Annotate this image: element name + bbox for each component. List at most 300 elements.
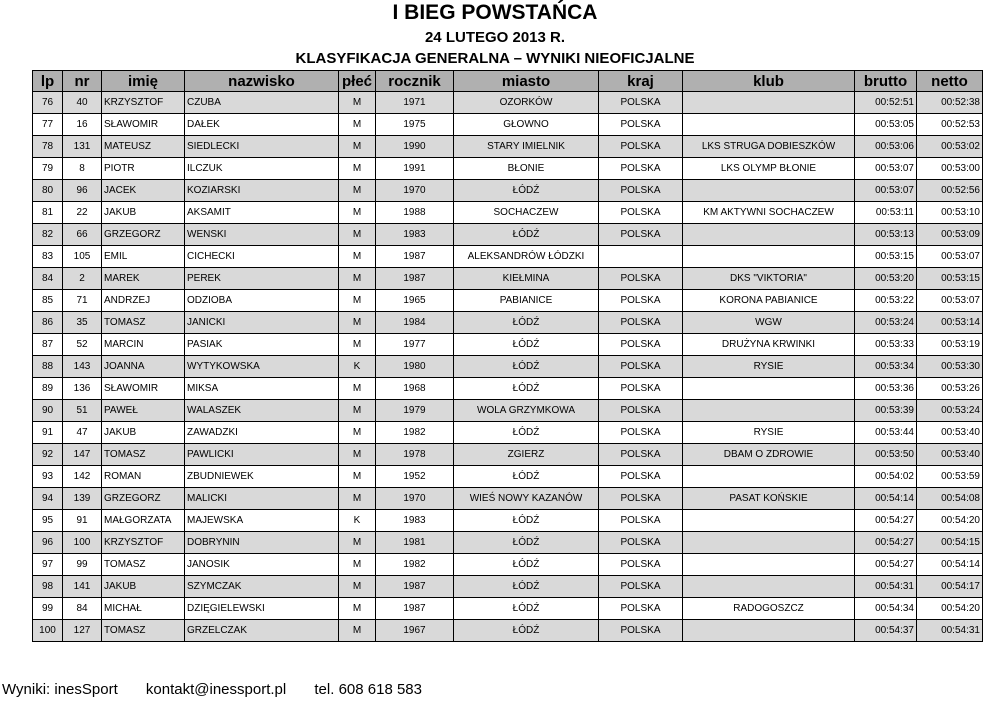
cell-country: POLSKA: [599, 312, 683, 334]
cell-nr: 99: [63, 554, 102, 576]
cell-country: POLSKA: [599, 378, 683, 400]
cell-year: 1990: [376, 136, 454, 158]
cell-sex: M: [339, 158, 376, 180]
cell-first-name: GRZEGORZ: [102, 488, 185, 510]
cell-sex: M: [339, 114, 376, 136]
cell-nr: 143: [63, 356, 102, 378]
cell-nr: 96: [63, 180, 102, 202]
cell-first-name: JOANNA: [102, 356, 185, 378]
cell-sex: K: [339, 356, 376, 378]
cell-year: 1980: [376, 356, 454, 378]
cell-city: SOCHACZEW: [454, 202, 599, 224]
cell-city: WIEŚ NOWY KAZANÓW: [454, 488, 599, 510]
cell-gross: 00:54:02: [855, 466, 917, 488]
cell-city: STARY IMIELNIK: [454, 136, 599, 158]
cell-last-name: PEREK: [185, 268, 339, 290]
cell-nr: 40: [63, 92, 102, 114]
cell-sex: M: [339, 312, 376, 334]
cell-last-name: ODZIOBA: [185, 290, 339, 312]
cell-club: LKS STRUGA DOBIESZKÓW: [683, 136, 855, 158]
cell-sex: M: [339, 290, 376, 312]
cell-city: ŁÓDŹ: [454, 576, 599, 598]
cell-last-name: SZYMCZAK: [185, 576, 339, 598]
cell-nr: 91: [63, 510, 102, 532]
cell-gross: 00:53:07: [855, 180, 917, 202]
cell-net: 00:53:15: [917, 268, 983, 290]
cell-gross: 00:54:27: [855, 510, 917, 532]
cell-club: [683, 400, 855, 422]
cell-country: POLSKA: [599, 268, 683, 290]
cell-club: [683, 554, 855, 576]
cell-city: ŁÓDŹ: [454, 180, 599, 202]
cell-net: 00:53:10: [917, 202, 983, 224]
cell-net: 00:53:02: [917, 136, 983, 158]
cell-club: [683, 510, 855, 532]
table-row: [33, 620, 983, 642]
cell-net: 00:53:26: [917, 378, 983, 400]
cell-club: LKS OLYMP BŁONIE: [683, 158, 855, 180]
cell-country: POLSKA: [599, 114, 683, 136]
cell-nr: 22: [63, 202, 102, 224]
cell-net: 00:52:38: [917, 92, 983, 114]
cell-lp: 99: [33, 598, 63, 620]
table-row: [33, 510, 983, 532]
cell-nr: 16: [63, 114, 102, 136]
cell-year: 1965: [376, 290, 454, 312]
cell-sex: M: [339, 554, 376, 576]
cell-lp: 91: [33, 422, 63, 444]
cell-nr: 136: [63, 378, 102, 400]
cell-club: [683, 224, 855, 246]
table-row: [33, 158, 983, 180]
cell-country: POLSKA: [599, 334, 683, 356]
cell-first-name: TOMASZ: [102, 620, 185, 642]
table-row: [33, 92, 983, 114]
cell-net: 00:54:14: [917, 554, 983, 576]
cell-club: [683, 466, 855, 488]
table-row: [33, 224, 983, 246]
cell-first-name: JAKUB: [102, 576, 185, 598]
cell-country: POLSKA: [599, 224, 683, 246]
cell-lp: 85: [33, 290, 63, 312]
cell-net: 00:53:30: [917, 356, 983, 378]
cell-club: RYSIE: [683, 422, 855, 444]
cell-sex: M: [339, 334, 376, 356]
col-header-year: rocznik: [376, 71, 454, 92]
cell-last-name: JANOSIK: [185, 554, 339, 576]
cell-first-name: ROMAN: [102, 466, 185, 488]
cell-country: POLSKA: [599, 444, 683, 466]
cell-club: [683, 378, 855, 400]
cell-nr: 127: [63, 620, 102, 642]
cell-last-name: DZIĘGIELEWSKI: [185, 598, 339, 620]
cell-first-name: MAREK: [102, 268, 185, 290]
cell-first-name: TOMASZ: [102, 444, 185, 466]
cell-city: ALEKSANDRÓW ŁÓDZKI: [454, 246, 599, 268]
cell-first-name: MICHAŁ: [102, 598, 185, 620]
cell-country: POLSKA: [599, 356, 683, 378]
cell-country: POLSKA: [599, 92, 683, 114]
cell-country: POLSKA: [599, 576, 683, 598]
cell-lp: 78: [33, 136, 63, 158]
cell-lp: 83: [33, 246, 63, 268]
cell-year: 1988: [376, 202, 454, 224]
cell-lp: 79: [33, 158, 63, 180]
cell-last-name: MAJEWSKA: [185, 510, 339, 532]
cell-lp: 86: [33, 312, 63, 334]
cell-year: 1968: [376, 378, 454, 400]
cell-country: [599, 246, 683, 268]
table-row: [33, 466, 983, 488]
cell-lp: 76: [33, 92, 63, 114]
cell-net: 00:53:40: [917, 422, 983, 444]
cell-nr: 131: [63, 136, 102, 158]
cell-gross: 00:53:06: [855, 136, 917, 158]
cell-year: 1967: [376, 620, 454, 642]
cell-year: 1987: [376, 246, 454, 268]
cell-country: POLSKA: [599, 180, 683, 202]
cell-year: 1987: [376, 576, 454, 598]
cell-first-name: ANDRZEJ: [102, 290, 185, 312]
col-header-nr: nr: [63, 71, 102, 92]
cell-net: 00:53:19: [917, 334, 983, 356]
col-header-city: miasto: [454, 71, 599, 92]
cell-club: DBAM O ZDROWIE: [683, 444, 855, 466]
cell-sex: M: [339, 136, 376, 158]
cell-gross: 00:53:22: [855, 290, 917, 312]
cell-first-name: SŁAWOMIR: [102, 114, 185, 136]
cell-city: ŁÓDŹ: [454, 554, 599, 576]
cell-gross: 00:53:24: [855, 312, 917, 334]
cell-nr: 71: [63, 290, 102, 312]
cell-first-name: MARCIN: [102, 334, 185, 356]
cell-gross: 00:53:11: [855, 202, 917, 224]
cell-city: ZGIERZ: [454, 444, 599, 466]
cell-lp: 92: [33, 444, 63, 466]
cell-club: [683, 532, 855, 554]
cell-lp: 98: [33, 576, 63, 598]
table-row: [33, 554, 983, 576]
cell-net: 00:54:20: [917, 510, 983, 532]
cell-net: 00:53:00: [917, 158, 983, 180]
cell-club: KORONA PABIANICE: [683, 290, 855, 312]
cell-last-name: AKSAMIT: [185, 202, 339, 224]
cell-city: ŁÓDŹ: [454, 334, 599, 356]
cell-gross: 00:54:34: [855, 598, 917, 620]
cell-year: 1987: [376, 268, 454, 290]
cell-club: DKS "VIKTORIA": [683, 268, 855, 290]
cell-sex: M: [339, 224, 376, 246]
table-row: [33, 114, 983, 136]
cell-gross: 00:53:20: [855, 268, 917, 290]
cell-lp: 96: [33, 532, 63, 554]
table-row: [33, 444, 983, 466]
cell-country: POLSKA: [599, 136, 683, 158]
results-body: [33, 92, 983, 642]
table-row: [33, 532, 983, 554]
cell-net: 00:53:14: [917, 312, 983, 334]
cell-country: POLSKA: [599, 422, 683, 444]
col-header-first-name: imię: [102, 71, 185, 92]
footer-results: Wyniki: inesSport: [2, 681, 118, 698]
cell-gross: 00:54:27: [855, 554, 917, 576]
cell-first-name: TOMASZ: [102, 312, 185, 334]
cell-sex: M: [339, 620, 376, 642]
cell-last-name: CZUBA: [185, 92, 339, 114]
cell-year: 1977: [376, 334, 454, 356]
cell-last-name: CICHECKI: [185, 246, 339, 268]
footer-contact: kontakt@inessport.pl: [145, 681, 287, 698]
cell-club: RADOGOSZCZ: [683, 598, 855, 620]
cell-first-name: PAWEŁ: [102, 400, 185, 422]
cell-city: ŁÓDŹ: [454, 224, 599, 246]
cell-year: 1987: [376, 598, 454, 620]
col-header-lp: lp: [33, 71, 63, 92]
cell-club: [683, 114, 855, 136]
cell-club: DRUŻYNA KRWINKI: [683, 334, 855, 356]
cell-lp: 82: [33, 224, 63, 246]
cell-first-name: TOMASZ: [102, 554, 185, 576]
cell-lp: 94: [33, 488, 63, 510]
table-row: [33, 334, 983, 356]
table-row: [33, 356, 983, 378]
cell-sex: M: [339, 466, 376, 488]
cell-country: POLSKA: [599, 202, 683, 224]
cell-lp: 77: [33, 114, 63, 136]
cell-nr: 8: [63, 158, 102, 180]
cell-city: OZORKÓW: [454, 92, 599, 114]
cell-net: 00:53:24: [917, 400, 983, 422]
cell-year: 1983: [376, 224, 454, 246]
cell-net: 00:52:53: [917, 114, 983, 136]
cell-last-name: DAŁEK: [185, 114, 339, 136]
cell-lp: 95: [33, 510, 63, 532]
cell-sex: M: [339, 92, 376, 114]
table-row: [33, 180, 983, 202]
table-row: [33, 422, 983, 444]
cell-lp: 84: [33, 268, 63, 290]
cell-last-name: PAWLICKI: [185, 444, 339, 466]
cell-net: 00:54:15: [917, 532, 983, 554]
table-row: [33, 400, 983, 422]
cell-gross: 00:53:07: [855, 158, 917, 180]
cell-lp: 100: [33, 620, 63, 642]
page-title: I BIEG POWSTAŃCA: [392, 1, 598, 24]
cell-last-name: GRZELCZAK: [185, 620, 339, 642]
cell-nr: 105: [63, 246, 102, 268]
cell-year: 1971: [376, 92, 454, 114]
table-header-row: [33, 71, 983, 92]
cell-gross: 00:53:15: [855, 246, 917, 268]
cell-sex: M: [339, 180, 376, 202]
cell-country: POLSKA: [599, 158, 683, 180]
cell-first-name: SŁAWOMIR: [102, 378, 185, 400]
cell-sex: M: [339, 422, 376, 444]
table-row: [33, 202, 983, 224]
cell-last-name: DOBRYNIN: [185, 532, 339, 554]
cell-club: PASAT KOŃSKIE: [683, 488, 855, 510]
cell-net: 00:53:59: [917, 466, 983, 488]
cell-club: [683, 246, 855, 268]
cell-country: POLSKA: [599, 510, 683, 532]
table-row: [33, 576, 983, 598]
cell-nr: 84: [63, 598, 102, 620]
cell-first-name: MATEUSZ: [102, 136, 185, 158]
col-header-gross: brutto: [855, 71, 917, 92]
cell-last-name: SIEDLECKI: [185, 136, 339, 158]
cell-gross: 00:52:51: [855, 92, 917, 114]
cell-gross: 00:53:50: [855, 444, 917, 466]
cell-club: KM AKTYWNI SOCHACZEW: [683, 202, 855, 224]
cell-net: 00:54:31: [917, 620, 983, 642]
cell-last-name: MALICKI: [185, 488, 339, 510]
cell-gross: 00:53:34: [855, 356, 917, 378]
cell-last-name: ZBUDNIEWEK: [185, 466, 339, 488]
cell-sex: M: [339, 378, 376, 400]
cell-nr: 66: [63, 224, 102, 246]
cell-country: POLSKA: [599, 488, 683, 510]
classification-subtitle: KLASYFIKACJA GENERALNA – WYNIKI NIEOFICJALNE: [295, 50, 695, 67]
cell-sex: M: [339, 400, 376, 422]
cell-club: [683, 576, 855, 598]
cell-country: POLSKA: [599, 290, 683, 312]
cell-net: 00:53:07: [917, 246, 983, 268]
footer-phone: tel. 608 618 583: [314, 681, 422, 698]
cell-year: 1978: [376, 444, 454, 466]
cell-year: 1982: [376, 554, 454, 576]
cell-nr: 2: [63, 268, 102, 290]
cell-gross: 00:54:27: [855, 532, 917, 554]
cell-sex: M: [339, 268, 376, 290]
table-row: [33, 246, 983, 268]
cell-year: 1984: [376, 312, 454, 334]
cell-gross: 00:53:44: [855, 422, 917, 444]
cell-net: 00:54:20: [917, 598, 983, 620]
cell-sex: M: [339, 532, 376, 554]
results-table: [32, 70, 983, 642]
cell-sex: M: [339, 576, 376, 598]
cell-city: ŁÓDŹ: [454, 510, 599, 532]
cell-city: ŁÓDŹ: [454, 422, 599, 444]
cell-lp: 88: [33, 356, 63, 378]
cell-first-name: JAKUB: [102, 422, 185, 444]
cell-city: PABIANICE: [454, 290, 599, 312]
cell-first-name: PIOTR: [102, 158, 185, 180]
cell-nr: 142: [63, 466, 102, 488]
col-header-sex: płeć: [339, 71, 376, 92]
table-row: [33, 488, 983, 510]
cell-year: 1975: [376, 114, 454, 136]
cell-year: 1970: [376, 180, 454, 202]
cell-first-name: EMIL: [102, 246, 185, 268]
cell-sex: M: [339, 246, 376, 268]
cell-club: [683, 620, 855, 642]
cell-sex: K: [339, 510, 376, 532]
cell-last-name: MIKSA: [185, 378, 339, 400]
table-row: [33, 378, 983, 400]
col-header-net: netto: [917, 71, 983, 92]
event-date: 24 LUTEGO 2013 R.: [424, 29, 566, 46]
col-header-last-name: nazwisko: [185, 71, 339, 92]
cell-nr: 52: [63, 334, 102, 356]
cell-city: ŁÓDŹ: [454, 466, 599, 488]
cell-nr: 35: [63, 312, 102, 334]
cell-sex: M: [339, 202, 376, 224]
cell-last-name: WYTYKOWSKA: [185, 356, 339, 378]
cell-gross: 00:53:05: [855, 114, 917, 136]
cell-club: [683, 92, 855, 114]
cell-net: 00:53:40: [917, 444, 983, 466]
cell-first-name: GRZEGORZ: [102, 224, 185, 246]
table-row: [33, 136, 983, 158]
cell-first-name: KRZYSZTOF: [102, 532, 185, 554]
table-row: [33, 290, 983, 312]
cell-country: POLSKA: [599, 466, 683, 488]
cell-city: BŁONIE: [454, 158, 599, 180]
cell-country: POLSKA: [599, 620, 683, 642]
cell-last-name: ILCZUK: [185, 158, 339, 180]
cell-first-name: MAŁGORZATA: [102, 510, 185, 532]
cell-gross: 00:53:33: [855, 334, 917, 356]
cell-gross: 00:54:31: [855, 576, 917, 598]
cell-lp: 80: [33, 180, 63, 202]
cell-lp: 81: [33, 202, 63, 224]
cell-net: 00:53:09: [917, 224, 983, 246]
cell-net: 00:53:07: [917, 290, 983, 312]
cell-lp: 90: [33, 400, 63, 422]
cell-lp: 87: [33, 334, 63, 356]
cell-last-name: ZAWADZKI: [185, 422, 339, 444]
cell-club: [683, 180, 855, 202]
cell-club: WGW: [683, 312, 855, 334]
cell-lp: 97: [33, 554, 63, 576]
cell-year: 1952: [376, 466, 454, 488]
cell-year: 1979: [376, 400, 454, 422]
cell-net: 00:54:08: [917, 488, 983, 510]
table-row: [33, 312, 983, 334]
footer: [2, 681, 446, 698]
cell-gross: 00:53:39: [855, 400, 917, 422]
cell-net: 00:54:17: [917, 576, 983, 598]
cell-lp: 89: [33, 378, 63, 400]
cell-gross: 00:54:14: [855, 488, 917, 510]
cell-first-name: JAKUB: [102, 202, 185, 224]
col-header-country: kraj: [599, 71, 683, 92]
table-row: [33, 268, 983, 290]
cell-year: 1981: [376, 532, 454, 554]
cell-city: ŁÓDŹ: [454, 532, 599, 554]
cell-city: KIEŁMINA: [454, 268, 599, 290]
cell-last-name: WENSKI: [185, 224, 339, 246]
cell-city: WOLA GRZYMKOWA: [454, 400, 599, 422]
cell-country: POLSKA: [599, 598, 683, 620]
cell-sex: M: [339, 598, 376, 620]
cell-country: POLSKA: [599, 400, 683, 422]
cell-year: 1991: [376, 158, 454, 180]
cell-nr: 100: [63, 532, 102, 554]
cell-nr: 141: [63, 576, 102, 598]
cell-nr: 139: [63, 488, 102, 510]
cell-city: GŁOWNO: [454, 114, 599, 136]
cell-year: 1982: [376, 422, 454, 444]
cell-year: 1970: [376, 488, 454, 510]
cell-lp: 93: [33, 466, 63, 488]
cell-last-name: PASIAK: [185, 334, 339, 356]
cell-country: POLSKA: [599, 554, 683, 576]
cell-nr: 51: [63, 400, 102, 422]
cell-last-name: KOZIARSKI: [185, 180, 339, 202]
cell-last-name: WALASZEK: [185, 400, 339, 422]
